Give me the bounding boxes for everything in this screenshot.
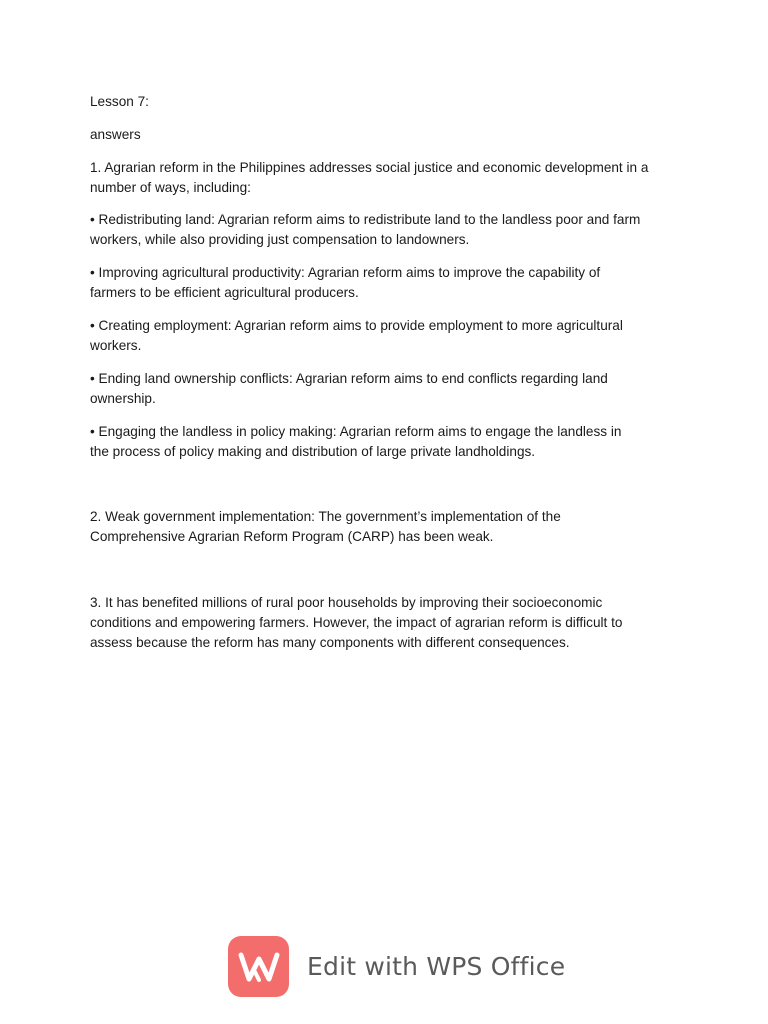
document-body <box>90 92 690 653</box>
bullet-improving-productivity: • Improving agricultural productivity: Agrarian reform aims to improve the capability of farmers to be efficient agricultural producers. <box>90 265 601 300</box>
bullet-redistributing-land: • Redistributing land: Agrarian reform aims to redistribute land to the landless poor and farm workers, while also providing just compensation to landowners. <box>90 212 641 247</box>
lesson-title: Lesson 7: <box>90 94 149 109</box>
bullet-creating-employment: • Creating employment: Agrarian reform aims to provide employment to more agricultural workers. <box>90 318 623 353</box>
answer-3: 3. It has benefited millions of rural poor households by improving their socioeconomic conditions and empowering farmers. However, the impact of agrarian reform is difficult to assess because the reform has many components with different consequences. <box>90 595 623 650</box>
wps-edit-badge[interactable] <box>228 936 565 997</box>
bullet-ending-conflicts: • Ending land ownership conflicts: Agrarian reform aims to end conflicts regarding land ownership. <box>90 371 608 406</box>
bullet-engaging-landless: • Engaging the landless in policy making: Agrarian reform aims to engage the landless in the process of policy making and distribution of large private landholdings. <box>90 424 622 459</box>
wps-edit-label: Edit with WPS Office <box>307 952 566 981</box>
wps-office-logo-icon <box>228 936 289 997</box>
answer-2: 2. Weak government implementation: The government’s implementation of the Comprehensive Agrarian Reform Program (CARP) has been weak. <box>90 509 561 544</box>
answer-1-intro: 1. Agrarian reform in the Philippines addresses social justice and economic development in a number of ways, including: <box>90 160 649 195</box>
section-subtitle: answers <box>90 127 141 142</box>
